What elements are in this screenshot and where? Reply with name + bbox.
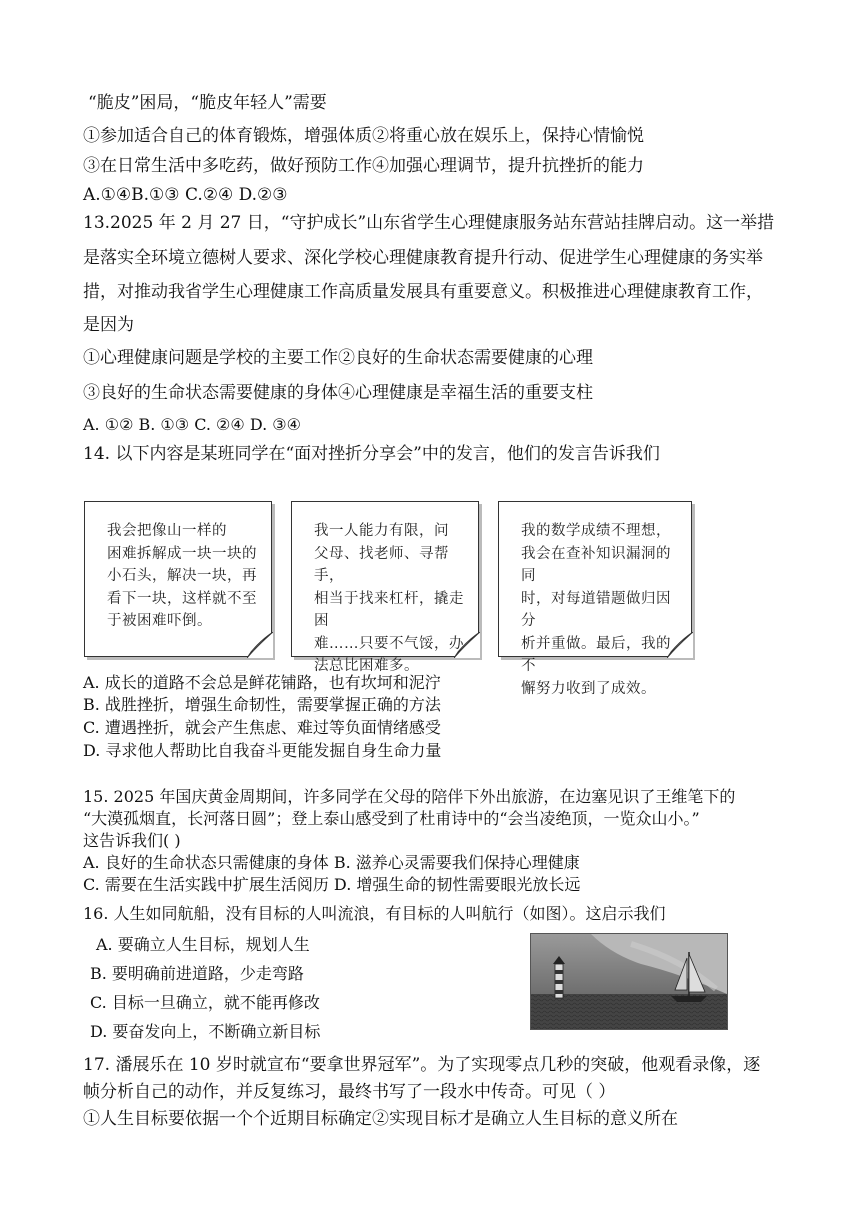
q16-option-d: D. 要奋发向上，不断确立新目标 <box>90 1022 321 1041</box>
q14-stem: 14. 以下内容是某班同学在“面对挫折分享会”中的发言，他们的发言告诉我们 <box>83 444 660 464</box>
q15-stem-line-1: 15. 2025 年国庆黄金周期间，许多同学在父母的陪伴下外出旅游，在边塞见识了王维笔下的 <box>83 787 736 806</box>
q16-stem: 16. 人生如同航船，没有目标的人叫流浪，有目标的人叫航行（如图）。这启示我们 <box>83 904 666 923</box>
sailing-ship-lighthouse-image <box>530 933 728 1030</box>
q13-stem-line-4: 是因为 <box>83 315 134 335</box>
q17-stem-line-1: 17. 潘展乐在 10 岁时就宣布“要拿世界冠军”。为了实现零点几秒的突破，他观看录像，逐 <box>83 1055 761 1075</box>
q15-stem-line-2: “大漠孤烟直，长河落日圆”；登上泰山感受到了杜甫诗中的“会当凌绝顶，一览众山小。” <box>83 809 700 828</box>
q13-options-line-1: ①心理健康问题是学校的主要工作②良好的生命状态需要健康的心理 <box>83 348 593 368</box>
q16-option-c: C. 目标一旦确立，就不能再修改 <box>90 993 320 1012</box>
q13-stem-line-1: 13.2025 年 2 月 27 日，“守护成长”山东省学生心理健康服务站东营站挂牌启动。这一举措 <box>83 213 775 233</box>
note-card-1-text: 我会把像山一样的 困难拆解成一块一块的 小石头，解决一块，再 看下一块，这样就不至 于被困难吓倒。 <box>107 523 257 629</box>
note-card-3-text: 我的数学成绩不理想， 我会在查补知识漏洞的同 时，对每道错题做归因分 析并重做。最后，我的不 懈努力收到了成效。 <box>521 523 671 697</box>
note-card-2 <box>291 501 479 674</box>
note-card-3 <box>498 501 692 697</box>
q14-option-c: C. 遭遇挫折，就会产生焦虑、难过等负面情绪感受 <box>83 718 441 737</box>
q12-answer-choices: A.①④B.①③ C.②④ D.②③ <box>83 185 288 205</box>
q13-stem-line-2: 是落实全环境立德树人要求、深化学校心理健康教育提升行动、促进学生心理健康的务实举 <box>83 248 763 268</box>
q15-options-ab: A. 良好的生命状态只需健康的身体 B. 滋养心灵需要我们保持心理健康 <box>83 853 580 872</box>
q16-option-a: A. 要确立人生目标，规划人生 <box>96 935 310 954</box>
q15-stem-line-3: 这告诉我们( ) <box>83 831 181 850</box>
q12-options-line-1: ①参加适合自己的体育锻炼，增强体质②将重心放在娱乐上，保持心情愉悦 <box>83 126 644 146</box>
note-card-2-text: 我一人能力有限，问 父母、找老师、寻帮手， 相当于找来杠杆，撬走困 难……只要不气馁，办 法总比困难多。 <box>314 523 464 674</box>
q17-stem-line-2: 帧分析自己的动作，并反复练习，最终书写了一段水中传奇。可见（ ） <box>83 1082 616 1102</box>
q16-option-b: B. 要明确前进道路，少走弯路 <box>90 964 304 983</box>
page-curl-icon <box>247 632 273 658</box>
q15-options-cd: C. 需要在生活实践中扩展生活阅历 D. 增强生命的韧性需要眼光放长远 <box>83 875 581 894</box>
q14-option-a: A. 成长的道路不会总是鲜花铺路，也有坎坷和泥泞 <box>83 673 441 692</box>
note-card-1 <box>84 501 272 657</box>
q12-options-line-2: ③在日常生活中多吃药，做好预防工作④加强心理调节，提升抗挫折的能力 <box>83 156 644 176</box>
q13-stem-line-3: 措，对推动我省学生心理健康工作高质量发展具有重要意义。积极推进心理健康教育工作， <box>83 282 763 302</box>
q14-option-b: B. 战胜挫折，增强生命韧性，需要掌握正确的方法 <box>83 695 441 714</box>
page-curl-icon <box>454 632 480 658</box>
page-curl-icon <box>667 632 693 658</box>
q12-continuation: “脆皮”困局，“脆皮年轻人”需要 <box>88 93 327 113</box>
q17-options-line-1: ①人生目标要依据一个个近期目标确定②实现目标才是确立人生目标的意义所在 <box>83 1109 678 1129</box>
q13-options-line-2: ③良好的生命状态需要健康的身体④心理健康是幸福生活的重要支柱 <box>83 383 593 403</box>
q13-answer-choices: A. ①② B. ①③ C. ②④ D. ③④ <box>83 415 301 434</box>
q14-option-d: D. 寻求他人帮助比自我奋斗更能发掘自身生命力量 <box>83 741 442 760</box>
